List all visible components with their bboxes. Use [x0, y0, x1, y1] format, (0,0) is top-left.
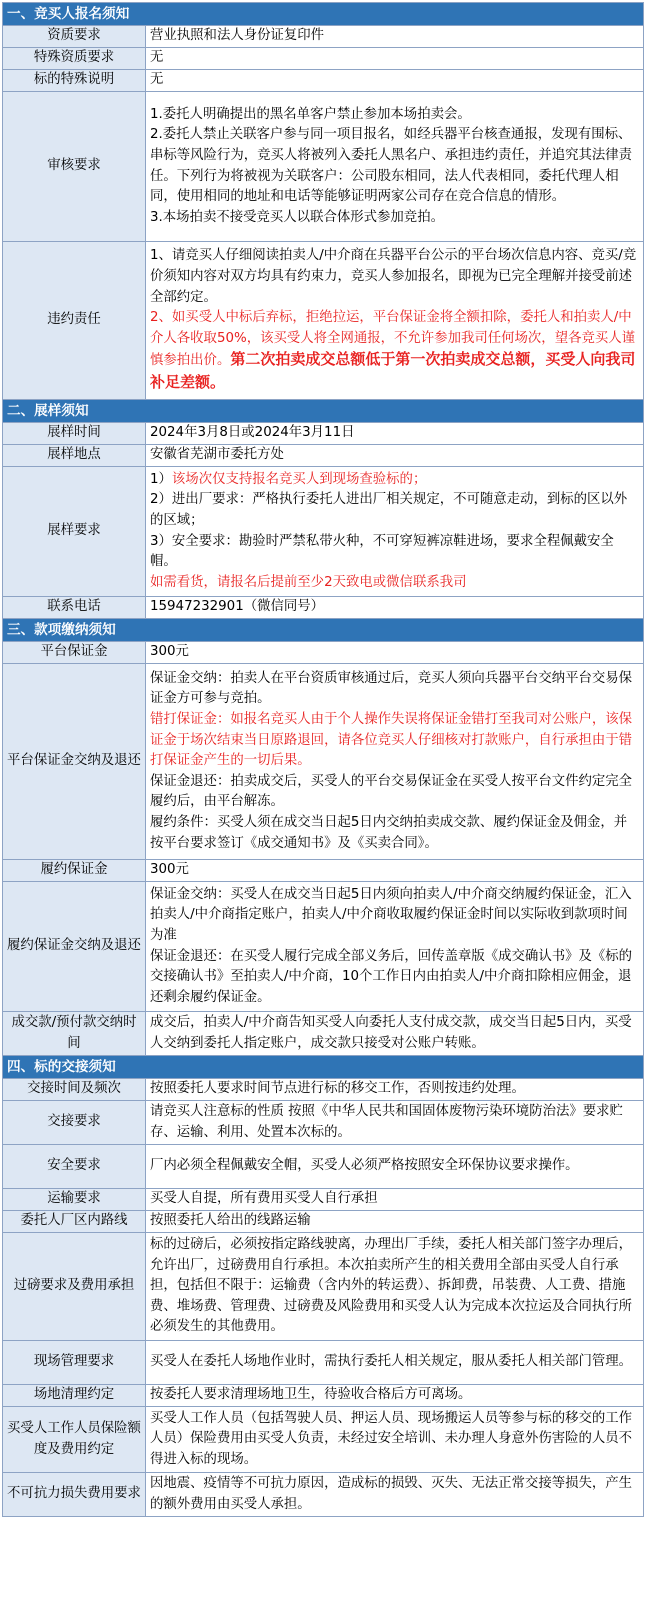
table-row [3, 445, 644, 467]
review-item: 2.委托人禁止关联客户参与同一项目报名，如经兵器平台核查通报，发现有围标、串标等风险行为，竞买人将被列入委托人黑名户、承担违约责任，并追究其法律责任。下列行为将被视为关联客户：公司股东相同，法人代表相同，委托代理人相同，使用相同的地址和电话等能够证明两家公司存在竞合信息的情形。 [150, 127, 633, 205]
deposit-item: 履约条件：买受人须在成交当日起5日内交纳拍卖成交款、履约保证金及佣金，并按平台要求签订《成交通知书》及《买卖合同》。 [150, 814, 628, 851]
table-row [3, 1101, 644, 1145]
row-label: 展样时间 [3, 423, 146, 445]
row-value: 300元 [146, 642, 644, 664]
section-title: 二、展样须知 [3, 400, 644, 423]
table-row [3, 242, 644, 400]
breach-text: 1、请竞买人仔细阅读拍卖人/中介商在兵器平台公示的平台场次信息内容、竞买/竞价须知内容对双方均具有约束力，竞买人参加报名，即视为已完全理解并接受前述全部约定。 [150, 248, 637, 305]
section-title: 三、款项缴纳须知 [3, 619, 644, 642]
deposit-item: 保证金退还：拍卖成交后，买受人的平台交易保证金在买受人按平台文件约定完全履约后，由平台解冻。 [150, 773, 633, 810]
table-row [3, 1079, 644, 1101]
list-marker: 1） [150, 471, 172, 487]
row-value: 营业执照和法人身份证复印件 [146, 26, 644, 48]
row-value: 300元 [146, 860, 644, 882]
deposit-item: 保证金交纳：买受人在成交当日起5日内须向拍卖人/中介商交纳履约保证金，汇入拍卖人/中介商指定账户，拍卖人/中介商收取履约保证金时间以实际收到款项时间为准 [150, 886, 632, 943]
notice-table [2, 2, 644, 1517]
table-row [3, 423, 644, 445]
row-label: 成交款/预付款交纳时间 [3, 1012, 146, 1056]
review-item: 1.委托人明确提出的黑名单客户禁止参加本场拍卖会。 [150, 106, 471, 122]
review-item: 3.本场拍卖不接受竞买人以联合体形式参加竞拍。 [150, 209, 444, 225]
row-label: 标的特殊说明 [3, 70, 146, 92]
row-label: 现场管理要求 [3, 1341, 146, 1385]
breach-warning: 2、如买受人中标后弃标，拒绝拉运，平台保证金将全额扣除，委托人和拍卖人/中介人各收取50%，该买受人将全网通报，不允许参加我司任何场次，望各竞买人谨慎参拍出价。 [150, 310, 636, 369]
table-row [3, 597, 644, 619]
row-value [146, 242, 644, 400]
table-row [3, 70, 644, 92]
row-value: 无 [146, 70, 644, 92]
table-row [3, 1012, 644, 1056]
row-label: 过磅要求及费用承担 [3, 1233, 146, 1341]
table-row [3, 642, 644, 664]
section-title: 一、竞买人报名须知 [3, 3, 644, 26]
table-row [3, 26, 644, 48]
row-value: 买受人自提，所有费用买受人自行承担 [146, 1189, 644, 1211]
row-label: 资质要求 [3, 26, 146, 48]
row-label: 履约保证金交纳及退还 [3, 882, 146, 1012]
table-row [3, 1189, 644, 1211]
row-value: 买受人工作人员（包括驾驶人员、押运人员、现场搬运人员等参与标的移交的工作人员）保险费用由买受人负责，未经过安全培训、未办理人身意外伤害险的人员不得进入标的现场。 [146, 1407, 644, 1473]
auction-notice [2, 2, 643, 1517]
table-row [3, 860, 644, 882]
row-label: 场地清理约定 [3, 1385, 146, 1407]
viewing-item: 2）进出厂要求：严格执行委托人进出厂相关规定，不可随意走动，到标的区以外的区域； [150, 492, 628, 528]
table-row [3, 882, 644, 1012]
row-label: 平台保证金交纳及退还 [3, 664, 146, 860]
deposit-item: 保证金交纳：拍卖人在平台资质审核通过后，竞买人须向兵器平台交纳平台交易保证金方可参与竞拍。 [150, 670, 633, 707]
viewing-contact-note: 如需看货，请报名后提前至少2天致电或微信联系我司 [150, 574, 467, 590]
breach-difference: 第二次拍卖成交总额低于第一次拍卖成交总额，买受人向我司补足差额。 [150, 350, 636, 391]
table-row [3, 1145, 644, 1189]
section-header-payment [3, 619, 644, 642]
viewing-note: 该场次仅支持报名竞买人到现场查验标的； [171, 471, 427, 487]
table-row [3, 467, 644, 597]
row-value: 安徽省芜湖市委托方处 [146, 445, 644, 467]
row-label: 违约责任 [3, 242, 146, 400]
row-value [146, 664, 644, 860]
section-title: 四、标的交接须知 [3, 1056, 644, 1079]
row-value: 按照委托人要求时间节点进行标的移交工作，否则按违约处理。 [146, 1079, 644, 1101]
row-label: 审核要求 [3, 92, 146, 242]
row-value: 因地震、疫情等不可抗力原因，造成标的损毁、灭失、无法正常交接等损失，产生的额外费用由买受人承担。 [146, 1473, 644, 1517]
row-label: 运输要求 [3, 1189, 146, 1211]
table-row [3, 664, 644, 860]
section-header-viewing [3, 400, 644, 423]
row-label: 不可抗力损失费用要求 [3, 1473, 146, 1517]
row-label: 安全要求 [3, 1145, 146, 1189]
phone-number: 15947232901（微信同号） [146, 597, 644, 619]
row-value [146, 467, 644, 597]
row-value: 成交后，拍卖人/中介商告知买受人向委托人支付成交款，成交当日起5日内，买受人交纳到委托人指定账户，成交款只接受对公账户转账。 [146, 1012, 644, 1056]
row-label: 委托人厂区内路线 [3, 1211, 146, 1233]
row-label: 履约保证金 [3, 860, 146, 882]
section-header-registration [3, 3, 644, 26]
row-value [146, 882, 644, 1012]
table-row [3, 48, 644, 70]
table-row [3, 1211, 644, 1233]
table-row [3, 1473, 644, 1517]
deposit-warning: 错打保证金：如报名竞买人由于个人操作失误将保证金错打至我司对公账户，该保证金于场次结束当日原路退回，请各位竞买人仔细核对打款账户，自行承担由于错打保证金产生的一切后果。 [150, 712, 633, 769]
table-row [3, 92, 644, 242]
row-value: 买受人在委托人场地作业时，需执行委托人相关规定，服从委托人相关部门管理。 [146, 1341, 644, 1385]
table-row [3, 1233, 644, 1341]
viewing-item: 3）安全要求：勘验时严禁私带火种，不可穿短裤凉鞋进场，要求全程佩戴安全帽。 [150, 533, 614, 570]
row-value: 按委托人要求清理场地卫生，待验收合格后方可离场。 [146, 1385, 644, 1407]
row-value: 无 [146, 48, 644, 70]
row-label: 交接时间及频次 [3, 1079, 146, 1101]
row-value: 2024年3月8日或2024年3月11日 [146, 423, 644, 445]
row-label: 特殊资质要求 [3, 48, 146, 70]
deposit-item: 保证金退还：在买受人履行完成全部义务后，回传盖章版《成交确认书》及《标的交接确认书》至拍卖人/中介商，10个工作日内由拍卖人/中介商扣除相应佣金，退还剩余履约保证金。 [150, 948, 633, 1005]
table-row [3, 1385, 644, 1407]
table-row [3, 1341, 644, 1385]
row-label: 交接要求 [3, 1101, 146, 1145]
section-header-handover [3, 1056, 644, 1079]
row-value: 按照委托人给出的线路运输 [146, 1211, 644, 1233]
table-row [3, 1407, 644, 1473]
row-label: 联系电话 [3, 597, 146, 619]
row-value: 请竞买人注意标的性质 按照《中华人民共和国固体废物污染环境防治法》要求贮存、运输、利用、处置本次标的。 [146, 1101, 644, 1145]
row-value [146, 92, 644, 242]
row-label: 买受人工作人员保险额度及费用约定 [3, 1407, 146, 1473]
row-label: 展样要求 [3, 467, 146, 597]
row-label: 展样地点 [3, 445, 146, 467]
row-value: 标的过磅后，必须按指定路线驶离，办理出厂手续，委托人相关部门签字办理后，允许出厂，过磅费用自行承担。本次拍卖所产生的相关费用全部由买受人自行承担，包括但不限于：运输费（含内外的转运费）、拆卸费，吊装费、人工费、措施费、堆场费、管理费、过磅费及风险费用和买受人认为完成本次拉运及合同执行所必须发生的其他费用。 [146, 1233, 644, 1341]
row-label: 平台保证金 [3, 642, 146, 664]
row-value: 厂内必须全程佩戴安全帽，买受人必须严格按照安全环保协议要求操作。 [146, 1145, 644, 1189]
